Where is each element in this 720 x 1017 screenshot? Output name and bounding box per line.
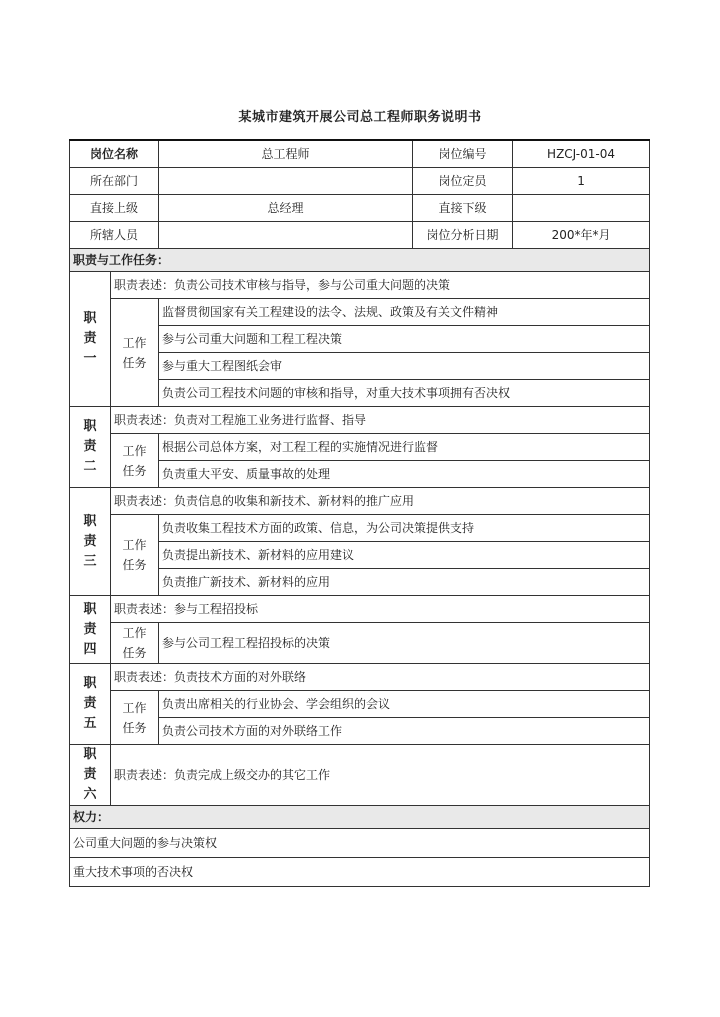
- duty-label-char: 责: [83, 767, 97, 782]
- header-value: [513, 195, 650, 222]
- duty-label-char: 责: [83, 439, 97, 454]
- duty-label-char: 六: [83, 787, 97, 802]
- task-item: 负责重大平安、质量事故的处理: [159, 461, 650, 488]
- section-power-heading: 权力：: [70, 806, 650, 829]
- header-value: [159, 168, 413, 195]
- task-label: [111, 515, 159, 596]
- task-item: 负责提出新技术、新材料的应用建议: [159, 542, 650, 569]
- duty-label: [70, 407, 111, 488]
- task-label-char: 任务: [122, 355, 147, 370]
- duty-label-char: 责: [83, 533, 97, 549]
- task-row: [70, 515, 650, 542]
- task-row: [70, 623, 650, 664]
- power-item: 重大技术事项的否决权: [70, 858, 650, 887]
- task-label-char: 工作: [122, 443, 147, 458]
- duty-label: [70, 745, 111, 806]
- header-value: HZCJ-01-04: [513, 140, 650, 168]
- header-label: 直接上级: [70, 195, 159, 222]
- duty-label-char: 职: [83, 311, 97, 326]
- header-label: 岗位编号: [413, 140, 513, 168]
- duty-label: [70, 272, 111, 407]
- duty-desc-row: [70, 488, 650, 515]
- task-item: 根据公司总体方案，对工程工程的实施情况进行监督: [159, 434, 650, 461]
- task-label-char: 任务: [122, 646, 147, 660]
- duty-label-char: 责: [83, 331, 97, 346]
- section-power-row: [70, 806, 650, 829]
- duty-desc-row: [70, 745, 650, 806]
- task-label-char: 任务: [122, 720, 147, 735]
- task-item: 参与公司工程工程招投标的决策: [159, 623, 650, 664]
- duty-desc-row: [70, 596, 650, 623]
- task-label-char: 工作: [122, 335, 147, 350]
- task-label-char: 工作: [122, 700, 147, 715]
- header-label: 直接下级: [413, 195, 513, 222]
- task-label-char: 任务: [122, 558, 147, 572]
- section-duties-row: [70, 249, 650, 272]
- duty-label-char: 二: [83, 459, 97, 474]
- task-item: 负责收集工程技术方面的政策、信息，为公司决策提供支持: [159, 515, 650, 542]
- duty-label-char: 四: [83, 641, 97, 657]
- duty-label-char: 五: [83, 716, 97, 731]
- header-value: 1: [513, 168, 650, 195]
- section-duties-heading: 职责与工作任务：: [70, 249, 650, 272]
- header-row-1: [70, 140, 650, 168]
- task-row: [70, 299, 650, 326]
- task-label-char: 工作: [122, 626, 147, 640]
- task-item: 负责公司工程技术问题的审核和指导，对重大技术事项拥有否决权: [159, 380, 650, 407]
- header-label: 岗位定员: [413, 168, 513, 195]
- job-description-table: [69, 139, 650, 887]
- header-value: 总工程师: [159, 140, 413, 168]
- duty-description: 职责表述：负责技术方面的对外联络: [111, 664, 650, 691]
- duty-label: [70, 596, 111, 664]
- duty-desc-row: [70, 664, 650, 691]
- duty-label-char: 职: [83, 419, 97, 434]
- duty-desc-row: [70, 407, 650, 434]
- task-item: 负责出席相关的行业协会、学会组织的会议: [159, 691, 650, 718]
- header-row-3: [70, 195, 650, 222]
- duty-description: 职责表述：负责信息的收集和新技术、新材料的推广应用: [111, 488, 650, 515]
- task-item: 负责推广新技术、新材料的应用: [159, 569, 650, 596]
- task-label: [111, 623, 159, 664]
- duty-description: 职责表述：参与工程招投标: [111, 596, 650, 623]
- task-label: [111, 434, 159, 488]
- duty-label-char: 一: [83, 351, 97, 366]
- task-item: 负责公司技术方面的对外联络工作: [159, 718, 650, 745]
- power-row: [70, 858, 650, 887]
- duty-label-char: 职: [83, 747, 97, 762]
- header-value: 总经理: [159, 195, 413, 222]
- duty-label-char: 责: [83, 696, 97, 711]
- duty-label-char: 职: [83, 676, 97, 691]
- task-item: 监督贯彻国家有关工程建设的法令、法规、政策及有关文件精神: [159, 299, 650, 326]
- task-item: 参与重大工程图纸会审: [159, 353, 650, 380]
- task-row: [70, 434, 650, 461]
- power-row: [70, 829, 650, 858]
- task-label: [111, 691, 159, 745]
- task-item: 参与公司重大问题和工程工程决策: [159, 326, 650, 353]
- header-value: 200*年*月: [513, 222, 650, 249]
- duty-label: [70, 488, 111, 596]
- header-label: 岗位名称: [70, 140, 159, 168]
- duty-label-char: 责: [83, 621, 97, 637]
- duty-desc-row: [70, 272, 650, 299]
- power-item: 公司重大问题的参与决策权: [70, 829, 650, 858]
- header-label: 所辖人员: [70, 222, 159, 249]
- duty-label: [70, 664, 111, 745]
- duty-label-char: 职: [83, 601, 97, 617]
- task-label-char: 工作: [122, 538, 147, 552]
- task-row: [70, 691, 650, 718]
- header-label: 所在部门: [70, 168, 159, 195]
- duty-description: 职责表述：负责公司技术审核与指导，参与公司重大问题的决策: [111, 272, 650, 299]
- header-row-2: [70, 168, 650, 195]
- task-label-char: 任务: [122, 463, 147, 478]
- header-row-4: [70, 222, 650, 249]
- duty-label-char: 职: [83, 513, 97, 529]
- duty-label-char: 三: [83, 553, 97, 569]
- duty-description: 职责表述：负责完成上级交办的其它工作: [111, 745, 650, 806]
- document-title: 某城市建筑开展公司总工程师职务说明书: [238, 110, 482, 125]
- header-value: [159, 222, 413, 249]
- duty-description: 职责表述：负责对工程施工业务进行监督、指导: [111, 407, 650, 434]
- task-label: [111, 299, 159, 407]
- header-label: 岗位分析日期: [413, 222, 513, 249]
